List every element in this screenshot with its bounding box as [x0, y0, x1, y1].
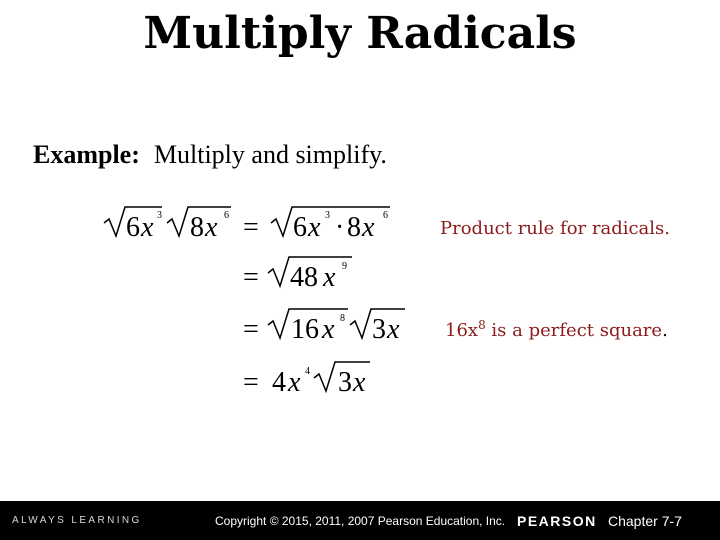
math-exponent: 3 — [157, 210, 162, 221]
math-variable: x — [322, 314, 335, 345]
math-variable: x — [323, 262, 336, 293]
math-variable: x — [308, 212, 321, 243]
math-equals: = — [243, 367, 259, 398]
math-number: 4 — [272, 367, 286, 398]
slide-title: Multiply Radicals — [143, 8, 577, 59]
math-number: 3 — [338, 367, 352, 398]
math-number: 16 — [291, 314, 319, 345]
note-product-rule: Product rule for radicals. — [440, 218, 671, 239]
math-exponent: 3 — [325, 210, 330, 221]
note-base: 16x — [445, 320, 479, 341]
pearson-logo: PEARSON — [517, 513, 597, 529]
math-variable: x — [205, 212, 218, 243]
math-row-4 — [243, 362, 370, 398]
note-period: . — [662, 320, 668, 341]
math-equals: = — [243, 212, 259, 243]
math-number: 3 — [372, 314, 386, 345]
math-exponent: 8 — [340, 313, 345, 324]
math-row-1 — [104, 207, 390, 243]
footer-tagline: ALWAYS LEARNING — [12, 515, 142, 526]
math-exponent: 4 — [305, 366, 310, 377]
math-row-2 — [243, 257, 352, 293]
math-number: 48 — [290, 262, 318, 293]
math-variable: x — [387, 314, 400, 345]
note-rest: is a perfect square — [485, 320, 663, 341]
math-variable: x — [288, 367, 301, 398]
math-exponent: 9 — [342, 261, 347, 272]
math-number: 6 — [126, 212, 140, 243]
math-exponent: 6 — [224, 210, 229, 221]
footer-copyright: Copyright © 2015, 2011, 2007 Pearson Education, Inc. — [215, 514, 506, 528]
math-number: 8 — [190, 212, 204, 243]
chapter-label: Chapter 7-7 — [608, 513, 682, 529]
footer-bar — [0, 501, 720, 540]
example-label: Example: — [33, 140, 140, 169]
math-exponent: 6 — [383, 210, 388, 221]
math-number: 8 — [347, 212, 361, 243]
note-exponent: 8 — [478, 318, 486, 332]
math-equals: = — [243, 262, 259, 293]
math-equals: = — [243, 314, 259, 345]
math-row-3 — [243, 309, 405, 345]
note-perfect-square — [445, 318, 668, 341]
math-variable: x — [141, 212, 154, 243]
math-operator: · — [335, 212, 345, 243]
example-text: Multiply and simplify. — [153, 140, 387, 169]
math-number: 6 — [293, 212, 307, 243]
math-variable: x — [362, 212, 375, 243]
math-variable: x — [353, 367, 366, 398]
